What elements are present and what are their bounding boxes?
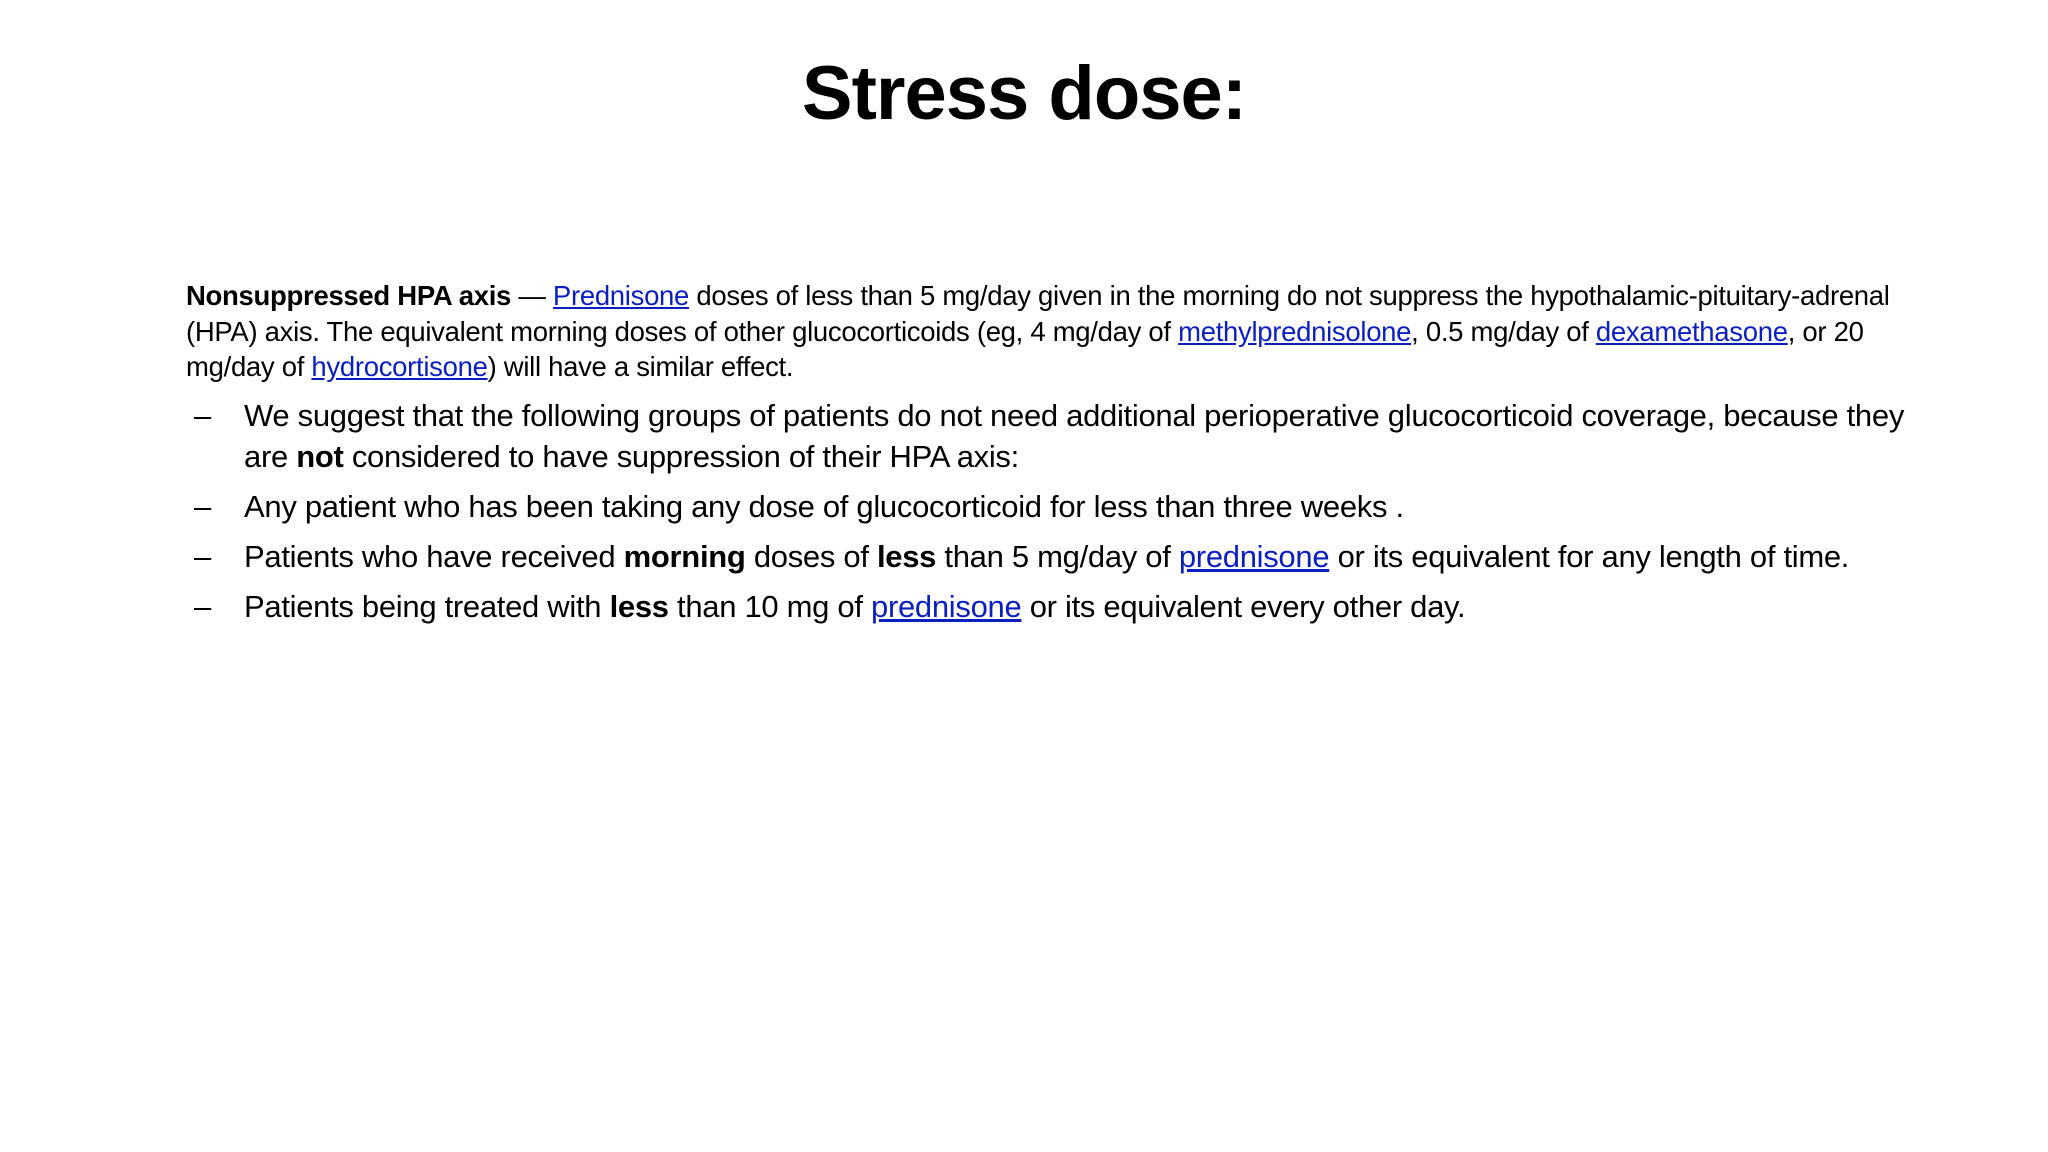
bullet-bold: less	[876, 538, 937, 574]
bullet-text: Patients who have received	[244, 538, 624, 574]
intro-lead: Nonsuppressed HPA axis	[186, 280, 512, 311]
link-methylprednisolone[interactable]: methylprednisolone	[1178, 315, 1412, 347]
dash-bullet: –	[194, 488, 211, 524]
bullet-text: doses of	[745, 538, 877, 574]
intro-text-2: , 0.5 mg/day of	[1411, 315, 1596, 347]
slide-title: Stress dose:	[801, 51, 1247, 136]
bullet-text: Any patient who has been taking any dose of glucocorticoid for less than three weeks .	[244, 488, 1404, 524]
intro-separator: —	[511, 280, 553, 311]
bullet-text: than 10 mg of	[668, 588, 872, 624]
link-prednisone-bullet-3[interactable]: prednisone	[1178, 538, 1330, 574]
bullet-list	[186, 395, 1916, 627]
bullet-bold: less	[609, 588, 669, 624]
list-item	[186, 586, 1916, 627]
dash-bullet: –	[194, 538, 211, 574]
bullet-bold: morning	[623, 538, 746, 574]
bullet-text: Patients being treated with	[244, 588, 610, 624]
bullet-text: or its equivalent every other day.	[1021, 588, 1466, 624]
intro-text-1: doses of less than 5 mg/day given in the morning do not suppress the hypothalamic-pituitary-adrenal (HPA) axis. The equivalent morning doses of other glucocorticoids (eg, 4 mg/day of	[186, 280, 1890, 347]
dash-bullet: –	[194, 588, 211, 624]
bullet-text: considered to have suppression of their HPA axis:	[343, 438, 1019, 474]
bullet-bold: not	[296, 438, 344, 474]
dash-bullet: –	[194, 397, 211, 433]
intro-text-4: ) will have a similar effect.	[487, 351, 794, 382]
slide-content	[186, 278, 1916, 636]
intro-paragraph	[186, 278, 1916, 385]
list-item	[186, 486, 1916, 527]
link-hydrocortisone[interactable]: hydrocortisone	[311, 351, 488, 382]
link-prednisone[interactable]: Prednisone	[552, 280, 690, 311]
list-item	[186, 395, 1916, 477]
bullet-text: or its equivalent for any length of time.	[1329, 538, 1850, 574]
bullet-text: than 5 mg/day of	[936, 538, 1179, 574]
link-prednisone-bullet-4[interactable]: prednisone	[871, 588, 1022, 624]
intro-text-3: , or 20 mg/day of	[186, 315, 1864, 382]
link-dexamethasone[interactable]: dexamethasone	[1595, 315, 1788, 347]
bullet-text: We suggest that the following groups of patients do not need additional perioperative glucocorticoid coverage, because they are	[244, 397, 1905, 474]
list-item	[186, 536, 1916, 577]
